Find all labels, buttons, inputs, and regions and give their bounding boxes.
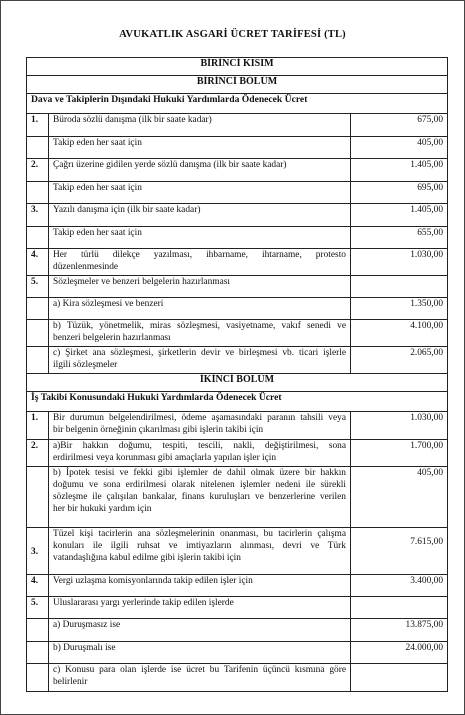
row-text [49, 467, 351, 528]
table-row [27, 619, 448, 642]
row-number: 3. [27, 204, 49, 227]
row-text-line: c) Konusu para olan işlerde ise ücret bu Tarifenin üçüncü kısmına göre [53, 665, 346, 675]
row-amount: 1.405,00 [351, 159, 448, 182]
row-text-line: bir belgenin örneğinin çıkarılması gibi işlerin takibi için [53, 425, 264, 435]
row-amount: 24.000,00 [351, 642, 448, 664]
section2-subtitle: İş Takibi Konusundaki Hukuki Yardımlarda Ödenecek Ücret [27, 392, 448, 412]
row-amount: 405,00 [351, 467, 448, 528]
row-number [27, 227, 49, 249]
row-text [49, 249, 351, 276]
row-number: 1. [27, 114, 49, 137]
row-amount: 2.065,00 [351, 347, 448, 374]
row-number: 2. [27, 440, 49, 467]
row-text [49, 440, 351, 467]
row-number: 2. [27, 159, 49, 182]
row-text-line: sözleşme ile çalışılan bankalar, finans kuruluşları ve benzerlerine verilen [53, 492, 346, 502]
row-amount: 1.405,00 [351, 204, 448, 227]
row-amount: 7.615,00 [351, 528, 448, 575]
row-number [27, 298, 49, 320]
row-amount [351, 276, 448, 298]
row-text-line: Bir durumun belgelendirilmesi, ödeme aşamasındaki paranın tahsili veya [53, 413, 346, 423]
row-number: 4. [27, 575, 49, 597]
row-text: a) Kira sözleşmesi ve benzeri [49, 298, 351, 320]
section1-subtitle: Dava ve Takiplerin Dışındaki Hukuki Yardımlarda Ödenecek Ücret [27, 94, 448, 114]
table-row [27, 575, 448, 597]
row-text-line: erdirilmesi veya korunması gibi amaçlarla yapılan işler için [53, 453, 277, 463]
table-row [27, 347, 448, 374]
row-amount: 655,00 [351, 227, 448, 249]
row-text-line: benzeri belgelerin hazırlanması [53, 333, 171, 343]
row-text [49, 347, 351, 374]
row-number [27, 320, 49, 347]
row-text: Takip eden her saat için [49, 182, 351, 204]
table-row [27, 320, 448, 347]
row-text-line: vatandaşlığına kabul edilme gibi işlerin takibi için [53, 553, 241, 563]
document-title: AVUKATLIK ASGARİ ÜCRET TARİFESİ (TL) [119, 29, 346, 40]
row-text [49, 320, 351, 347]
table-row [27, 159, 448, 182]
table-row [27, 182, 448, 204]
row-amount: 1.350,00 [351, 298, 448, 320]
row-text-line: Tüzel kişi tacirlerin ana sözleşmelerinin onanması, bu tacirlerin çalışma [53, 529, 346, 539]
row-text: Büroda sözlü danışma (ilk bir saate kadar) [49, 114, 351, 137]
row-text: a) Duruşmasız ise [49, 619, 351, 642]
row-text-line: c) Şirket ana sözleşmesi, şirketlerin devir ve birleşmesi vb. ticari işlerle [53, 348, 346, 358]
row-number: 1. [27, 412, 49, 440]
table-row [27, 227, 448, 249]
table-row [27, 137, 448, 159]
table-row [27, 276, 448, 298]
row-number [27, 664, 49, 692]
row-number [27, 347, 49, 374]
row-text-line: doğumu ve sona erdirilmesi olarak nitelenen işlemler nedeni ile sürekli [53, 480, 346, 490]
row-text-line: b) İpotek tesisi ve fekki gibi işlemler de dahil olmak üzere bir hakkın [53, 468, 346, 478]
table-row [27, 467, 448, 528]
row-number: 3. [27, 528, 49, 575]
row-amount: 1.030,00 [351, 412, 448, 440]
table-row [27, 204, 448, 227]
table-row [27, 298, 448, 320]
row-text-line: a)Bir hakkın doğumu, tespiti, tescili, nakli, değiştirilmesi, sona [53, 441, 346, 451]
row-text-line: her bir hukuki yardım için [53, 504, 152, 514]
row-text: b) Duruşmalı ise [49, 642, 351, 664]
row-text-line: konuları ile ilgili ruhsat ve imtiyazların alınması, devri ve Türk [53, 541, 346, 551]
row-text-line: Her türlü dilekçe yazılması, ihbarname, ihtarname, protesto [53, 250, 346, 260]
table-row [27, 440, 448, 467]
row-number [27, 182, 49, 204]
row-number: 5. [27, 276, 49, 298]
row-amount: 13.875,00 [351, 619, 448, 642]
table-row [27, 412, 448, 440]
table-row [27, 664, 448, 692]
row-amount [351, 664, 448, 692]
row-text: Yazılı danışma için (ilk bir saate kadar) [49, 204, 351, 227]
row-text [49, 412, 351, 440]
row-text [49, 664, 351, 692]
row-text-line: düzenlenmesinde [53, 262, 119, 272]
row-text: Uluslararası yargı yerlerinde takip edilen işlerde [49, 597, 351, 619]
row-number [27, 137, 49, 159]
row-text: Sözleşmeler ve benzeri belgelerin hazırlanması [49, 276, 351, 298]
row-amount: 695,00 [351, 182, 448, 204]
row-text-line: ilgili sözleşmeler [53, 360, 118, 370]
row-amount: 1.700,00 [351, 440, 448, 467]
row-amount: 675,00 [351, 114, 448, 137]
row-text: Takip eden her saat için [49, 137, 351, 159]
row-amount [351, 597, 448, 619]
row-number: 5. [27, 597, 49, 619]
section1-title: BİRİNCİ BÖLÜM [27, 76, 448, 94]
row-text: Takip eden her saat için [49, 227, 351, 249]
row-amount: 3.400,00 [351, 575, 448, 597]
row-text [49, 528, 351, 575]
table-row [27, 528, 448, 575]
table-row [27, 642, 448, 664]
row-amount: 4.100,00 [351, 320, 448, 347]
row-text: Çağrı üzerine gidilen yerde sözlü danışma (ilk bir saate kadar) [49, 159, 351, 182]
table-row [27, 249, 448, 276]
row-number [27, 642, 49, 664]
row-number [27, 619, 49, 642]
row-text-line: b) Tüzük, yönetmelik, miras sözleşmesi, vasiyetname, vakıf senedi ve [53, 321, 346, 331]
row-number: 4. [27, 249, 49, 276]
tariff-table [26, 57, 448, 692]
table-row [27, 114, 448, 137]
row-text-line: belirlenir [53, 677, 88, 687]
row-number [27, 467, 49, 528]
section2-title: İKİNCİ BÖLÜM [27, 374, 448, 392]
table-row [27, 597, 448, 619]
part-title: BİRİNCİ KISIM [27, 58, 448, 76]
row-text: Vergi uzlaşma komisyonlarında takip edilen işler için [49, 575, 351, 597]
row-amount: 405,00 [351, 137, 448, 159]
row-amount: 1.030,00 [351, 249, 448, 276]
